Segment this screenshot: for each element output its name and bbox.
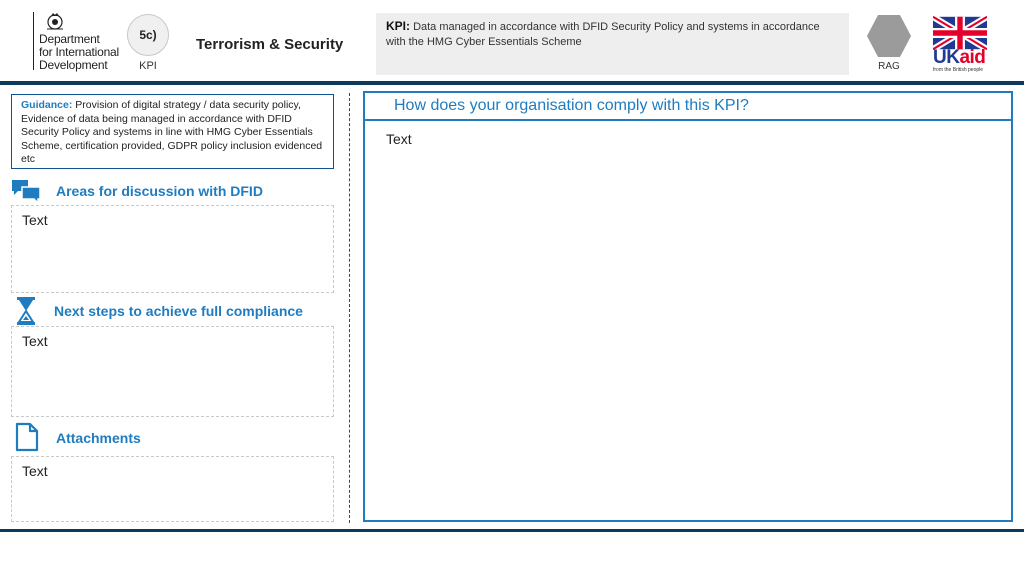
next-steps-textbox[interactable]: Text — [11, 326, 334, 417]
dept-line-3: Development — [39, 58, 108, 72]
hourglass-icon — [13, 296, 43, 326]
compliance-question: How does your organisation comply with this KPI? — [394, 97, 749, 114]
header-divider — [0, 81, 1024, 85]
compliance-textbox[interactable]: Text — [386, 131, 412, 147]
document-icon — [13, 422, 43, 452]
guidance-text: Provision of digital strategy / data security policy, Evidence of data being managed in accordance with DFID Security Policy and systems in line with HMG Cyber Essentials Scheme, certification provided, GDPR policy inclusion evidenced etc — [21, 99, 323, 165]
ukaid-uk: UK — [933, 47, 960, 68]
footer-divider — [0, 529, 1024, 532]
column-divider — [349, 93, 350, 523]
discussion-textbox[interactable]: Text — [11, 205, 334, 293]
kpi-description: Data managed in accordance with DFID Security Policy and systems in accordance with the HMG Cyber Essentials Scheme — [386, 21, 820, 48]
compliance-panel-header — [365, 93, 1011, 121]
section-title-discussion: Areas for discussion with DFID — [56, 183, 263, 199]
rag-label: RAG — [878, 61, 900, 72]
kpi-number-badge: 5c) — [127, 14, 169, 56]
dept-line-2: for International — [39, 45, 119, 59]
ukaid-aid: aid — [959, 47, 986, 68]
attachments-textbox[interactable]: Text — [11, 456, 334, 522]
royal-crest-icon — [44, 10, 66, 32]
ukaid-tagline: from the British people — [933, 67, 984, 73]
speech-bubbles-icon — [11, 178, 41, 208]
dfid-logo-bar — [33, 12, 34, 70]
guidance-label: Guidance: — [21, 99, 73, 111]
kpi-description-box — [376, 13, 849, 75]
dept-line-1: Department — [39, 32, 100, 46]
section-title-next-steps: Next steps to achieve full compliance — [54, 303, 303, 319]
dfid-logo-text — [39, 33, 119, 72]
section-title-attachments: Attachments — [56, 430, 141, 446]
ukaid-logo — [933, 49, 985, 67]
kpi-label: KPI — [139, 60, 157, 72]
guidance-box — [11, 94, 334, 169]
kpi-prefix: KPI: — [386, 19, 410, 33]
rag-status-hexagon-icon[interactable] — [866, 14, 912, 58]
union-flag-icon — [933, 16, 987, 50]
section-title: Terrorism & Security — [196, 36, 344, 53]
compliance-panel — [363, 91, 1013, 522]
